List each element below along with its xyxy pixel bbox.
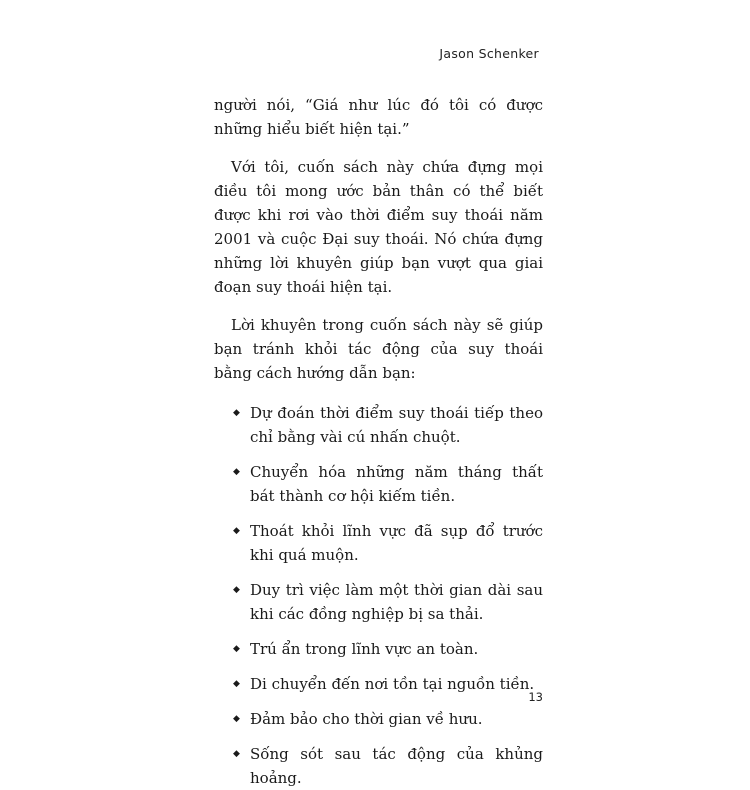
page-body xyxy=(214,93,543,790)
bullet-item xyxy=(214,460,543,508)
page-number: 13 xyxy=(528,690,543,704)
bullet-text: Thoát khỏi lĩnh vực đã sụp đổ trước khi quá muộn. xyxy=(250,522,543,564)
paragraph: Với tôi, cuốn sách này chứa đựng mọi điều tôi mong ước bản thân có thể biết được khi rơi vào thời điểm suy thoái năm 2001 và cuộc Đại suy thoái. Nó chứa đựng những lời khuyên giúp bạn vượt qua giai đoạn suy thoái hiện tại. xyxy=(214,158,543,296)
bullet-text: Chuyển hóa những năm tháng thất bát thành cơ hội kiếm tiền. xyxy=(250,463,543,505)
running-header-author: Jason Schenker xyxy=(439,46,539,61)
bullet-item xyxy=(214,707,543,731)
bullet-text: Dự đoán thời điểm suy thoái tiếp theo chỉ bằng vài cú nhấn chuột. xyxy=(250,404,543,446)
paragraph: Lời khuyên trong cuốn sách này sẽ giúp bạn tránh khỏi tác động của suy thoái bằng cách hướng dẫn bạn: xyxy=(214,316,543,382)
bullet-item xyxy=(214,637,543,661)
diamond-bullet-icon: ◆ xyxy=(233,679,240,689)
bullet-item xyxy=(214,672,543,696)
bullet-item xyxy=(214,742,543,790)
bullet-text: Di chuyển đến nơi tồn tại nguồn tiền. xyxy=(250,675,535,693)
diamond-bullet-icon: ◆ xyxy=(233,749,240,759)
bullet-item xyxy=(214,519,543,567)
diamond-bullet-icon: ◆ xyxy=(233,408,240,418)
diamond-bullet-icon: ◆ xyxy=(233,585,240,595)
bullet-list xyxy=(214,401,543,790)
diamond-bullet-icon: ◆ xyxy=(233,644,240,654)
bullet-text: Trú ẩn trong lĩnh vực an toàn. xyxy=(250,640,479,658)
paragraph-continuation: người nói, “Giá như lúc đó tôi có được những hiểu biết hiện tại.” xyxy=(214,96,543,138)
bullet-text: Đảm bảo cho thời gian về hưu. xyxy=(250,710,483,728)
bullet-item xyxy=(214,578,543,626)
bullet-text: Duy trì việc làm một thời gian dài sau khi các đồng nghiệp bị sa thải. xyxy=(250,581,543,623)
diamond-bullet-icon: ◆ xyxy=(233,714,240,724)
diamond-bullet-icon: ◆ xyxy=(233,526,240,536)
bullet-text: Sống sót sau tác động của khủng hoảng. xyxy=(250,745,543,787)
bullet-item xyxy=(214,401,543,449)
diamond-bullet-icon: ◆ xyxy=(233,467,240,477)
